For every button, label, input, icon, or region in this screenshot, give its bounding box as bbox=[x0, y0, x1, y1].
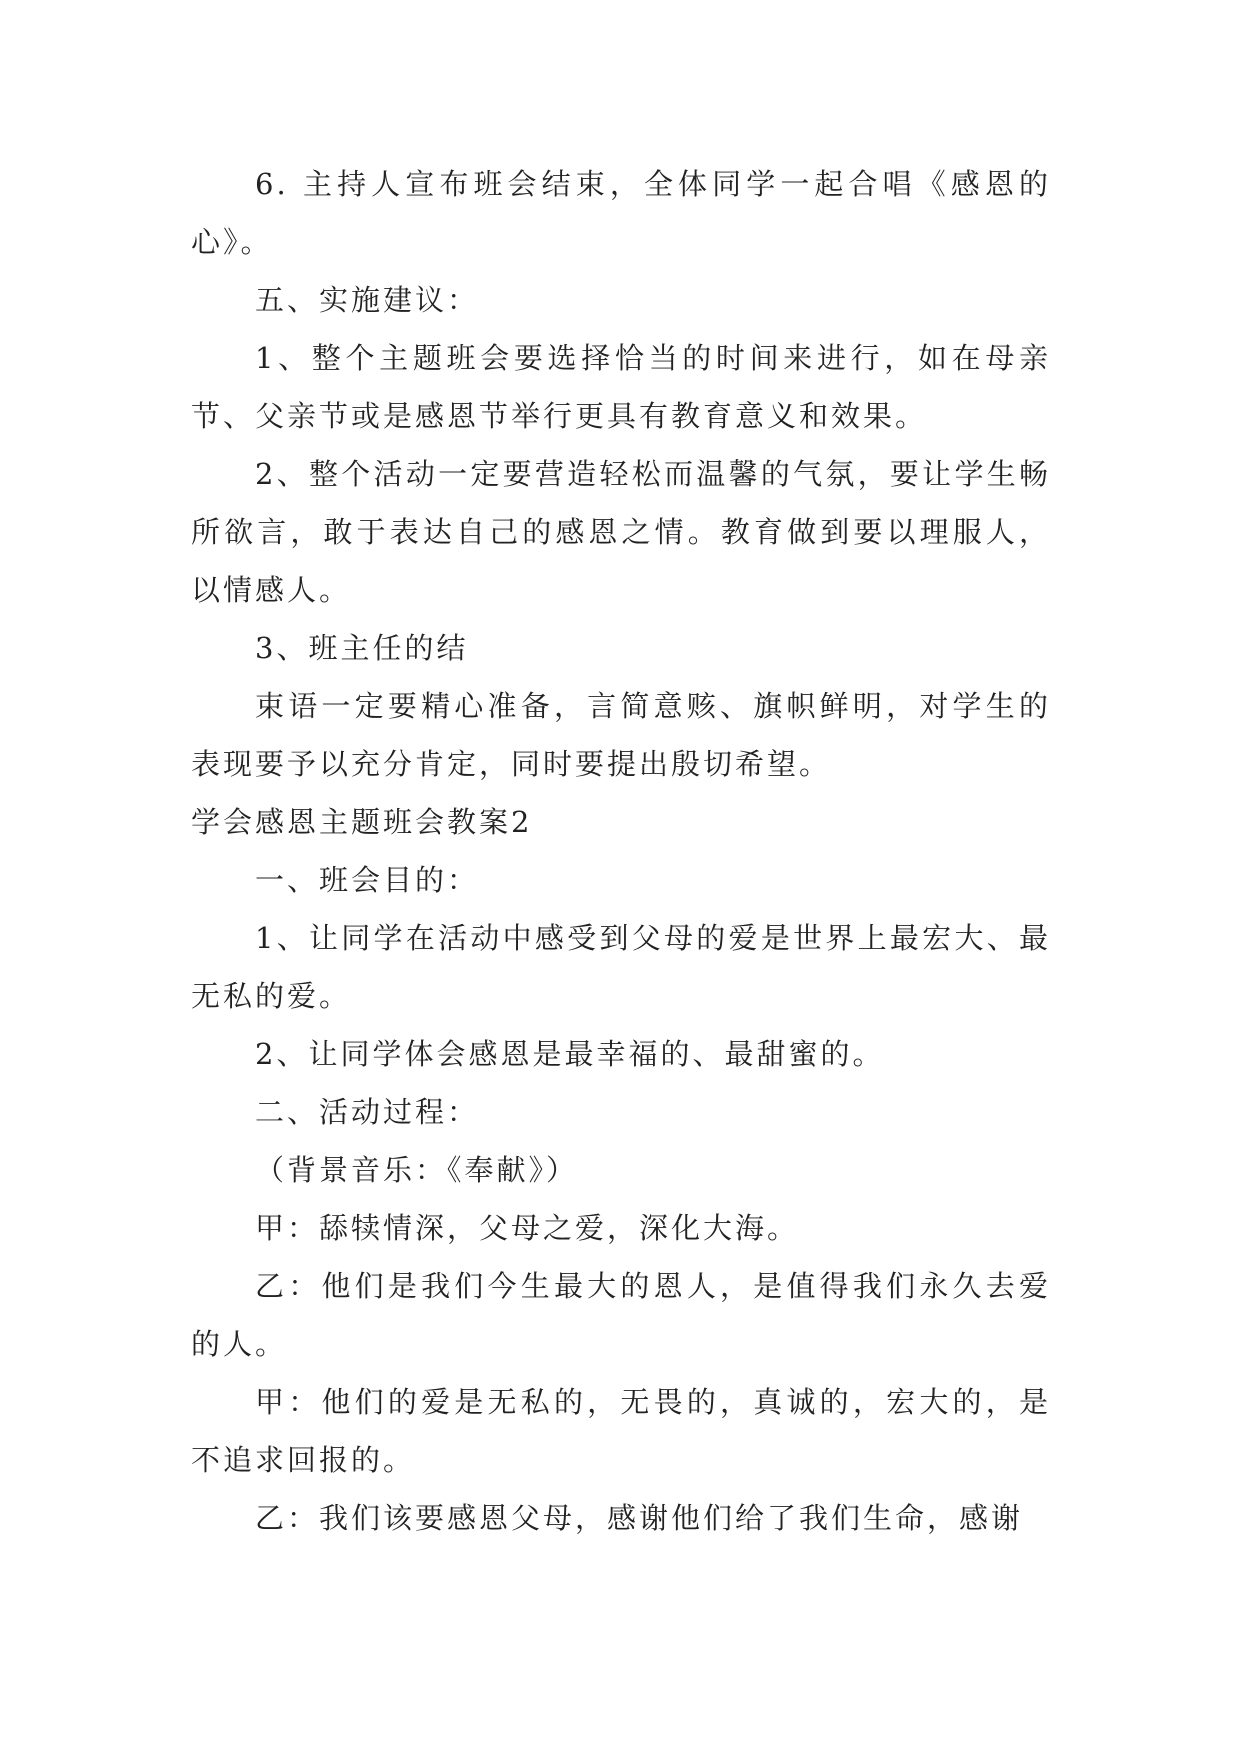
dialogue-line-b-1: 乙：他们是我们今生最大的恩人，是值得我们永久去爱的人。 bbox=[191, 1269, 1051, 1361]
heading-meeting-purpose: 一、班会目的： bbox=[255, 863, 480, 897]
paragraph-suggestion-3-continued: 束语一定要精心准备，言简意赅、旗帜鲜明，对学生的表现要予以充分肯定，同时要提出殷切希望。 bbox=[191, 689, 1051, 781]
dialogue-line-a-2: 甲：他们的爱是无私的，无畏的，真诚的，宏大的，是不追求回报的。 bbox=[191, 1385, 1051, 1477]
paragraph-background-music: （背景音乐：《奉献》） bbox=[255, 1153, 579, 1187]
dialogue-line-b-2: 乙：我们该要感恩父母，感谢他们给了我们生命，感谢 bbox=[255, 1501, 1024, 1535]
paragraph-suggestion-2: 2、整个活动一定要营造轻松而温馨的气氛，要让学生畅所欲言，敢于表达自己的感恩之情。教育做到要以理服人，以情感人。 bbox=[191, 457, 1051, 607]
heading-activity-process: 二、活动过程： bbox=[255, 1095, 480, 1129]
paragraph-purpose-1: 1、让同学在活动中感受到父母的爱是世界上最宏大、最无私的爱。 bbox=[191, 921, 1051, 1013]
section-title-lesson-plan-2: 学会感恩主题班会教案2 bbox=[191, 805, 533, 839]
paragraph-purpose-2: 2、让同学体会感恩是最幸福的、最甜蜜的。 bbox=[255, 1037, 885, 1071]
paragraph-suggestion-1: 1、整个主题班会要选择恰当的时间来进行，如在母亲节、父亲节或是感恩节举行更具有教育意义和效果。 bbox=[191, 341, 1051, 433]
document-body bbox=[191, 155, 1051, 1547]
dialogue-line-a-1: 甲：舔犊情深，父母之爱，深化大海。 bbox=[255, 1211, 800, 1245]
paragraph-closing-step: 6. 主持人宣布班会结束，全体同学一起合唱《感恩的心》。 bbox=[191, 167, 1051, 259]
heading-implementation-suggestions: 五、实施建议： bbox=[255, 283, 480, 317]
paragraph-suggestion-3-start: 3、班主任的结 bbox=[255, 631, 469, 665]
